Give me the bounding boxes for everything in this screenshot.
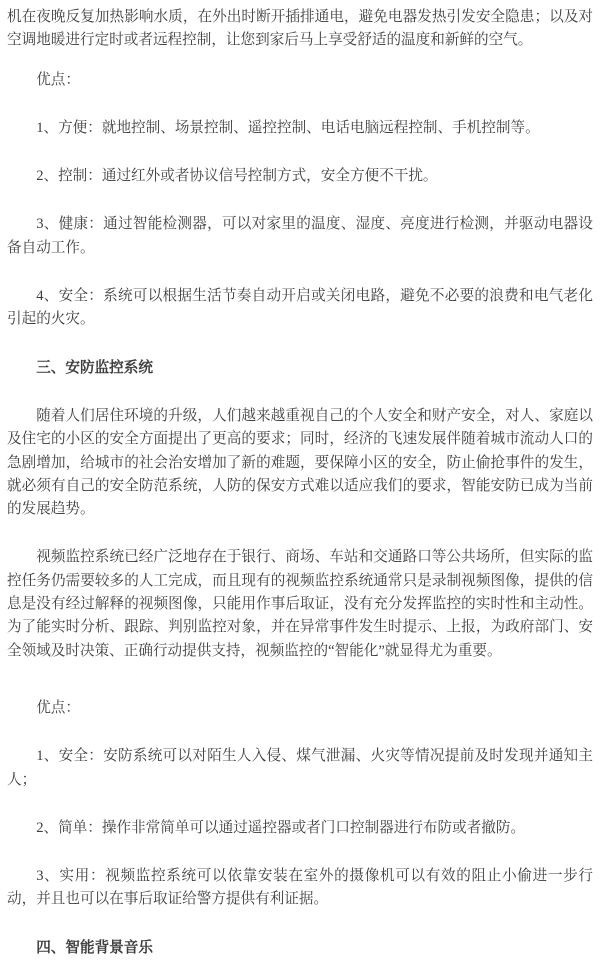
section-heading-security-monitoring: 三、安防监控系统 bbox=[36, 359, 153, 376]
paragraph-smart-appliance-continuation: 机在夜晚反复加热影响水质，在外出时断开插排通电，避免电器发热引发安全隐患；以及对空调地暖进行定时或者远程控制，让您到家后马上享受舒适的温度和新鲜的空气。 bbox=[7, 9, 593, 49]
list-item-convenience: 1、方便：就地控制、场景控制、遥控控制、电话电脑远程控制、手机控制等。 bbox=[36, 119, 540, 136]
list-item-security-safe: 1、安全：安防系统可以对陌生人入侵、煤气泄漏、火灾等情况提前及时发现并通知主人； bbox=[7, 748, 593, 788]
advantages-label-security: 优点： bbox=[36, 699, 80, 716]
list-item-safety: 4、安全：系统可以根据生活节奏自动开启或关闭电路，避免不必要的浪费和电气老化引起的火灾。 bbox=[7, 288, 593, 328]
list-item-security-practical: 3、实用：视频监控系统可以依靠安装在室外的摄像机可以有效的阻止小偷进一步行动，并且也可以在事后取证给警方提供有利证据。 bbox=[7, 868, 593, 908]
section-heading-background-music: 四、智能背景音乐 bbox=[36, 939, 153, 956]
list-item-control: 2、控制：通过红外或者协议信号控制方式，安全方便不干扰。 bbox=[36, 168, 438, 185]
paragraph-video-surveillance: 视频监控系统已经广泛地存在于银行、商场、车站和交通路口等公共场所，但实际的监控任务仍需要较多的人工完成，而且现有的视频监控系统通常只是录制视频图像，提供的信息是没有经过解释的视频图像，只能用作事后取证，没有充分发挥监控的实时性和主动性。为了能实时分析、跟踪、判别监控对象，并在异常事件发生时提示、上报，为政府部门、安全领域及时决策、正确行动提供支持，视频监控的“智能化”就显得尤为重要。 bbox=[7, 549, 593, 659]
list-item-security-simple: 2、简单：操作非常简单可以通过遥控器或者门口控制器进行布防或者撤防。 bbox=[36, 819, 526, 836]
paragraph-security-demand: 随着人们居住环境的升级，人们越来越重视自己的个人安全和财产安全，对人、家庭以及住宅的小区的安全方面提出了更高的要求；同时，经济的飞速发展伴随着城市流动人口的急剧增加，给城市的社会治安增加了新的难题，要保障小区的安全，防止偷抢事件的发生，就必须有自己的安全防范系统，人防的保安方式难以适应我们的要求，智能安防已成为当前的发展趋势。 bbox=[7, 407, 593, 518]
advantages-label-home-control: 优点： bbox=[36, 71, 80, 88]
list-item-health: 3、健康：通过智能检测器，可以对家里的温度、湿度、亮度进行检测，并驱动电器设备自动工作。 bbox=[7, 216, 593, 256]
